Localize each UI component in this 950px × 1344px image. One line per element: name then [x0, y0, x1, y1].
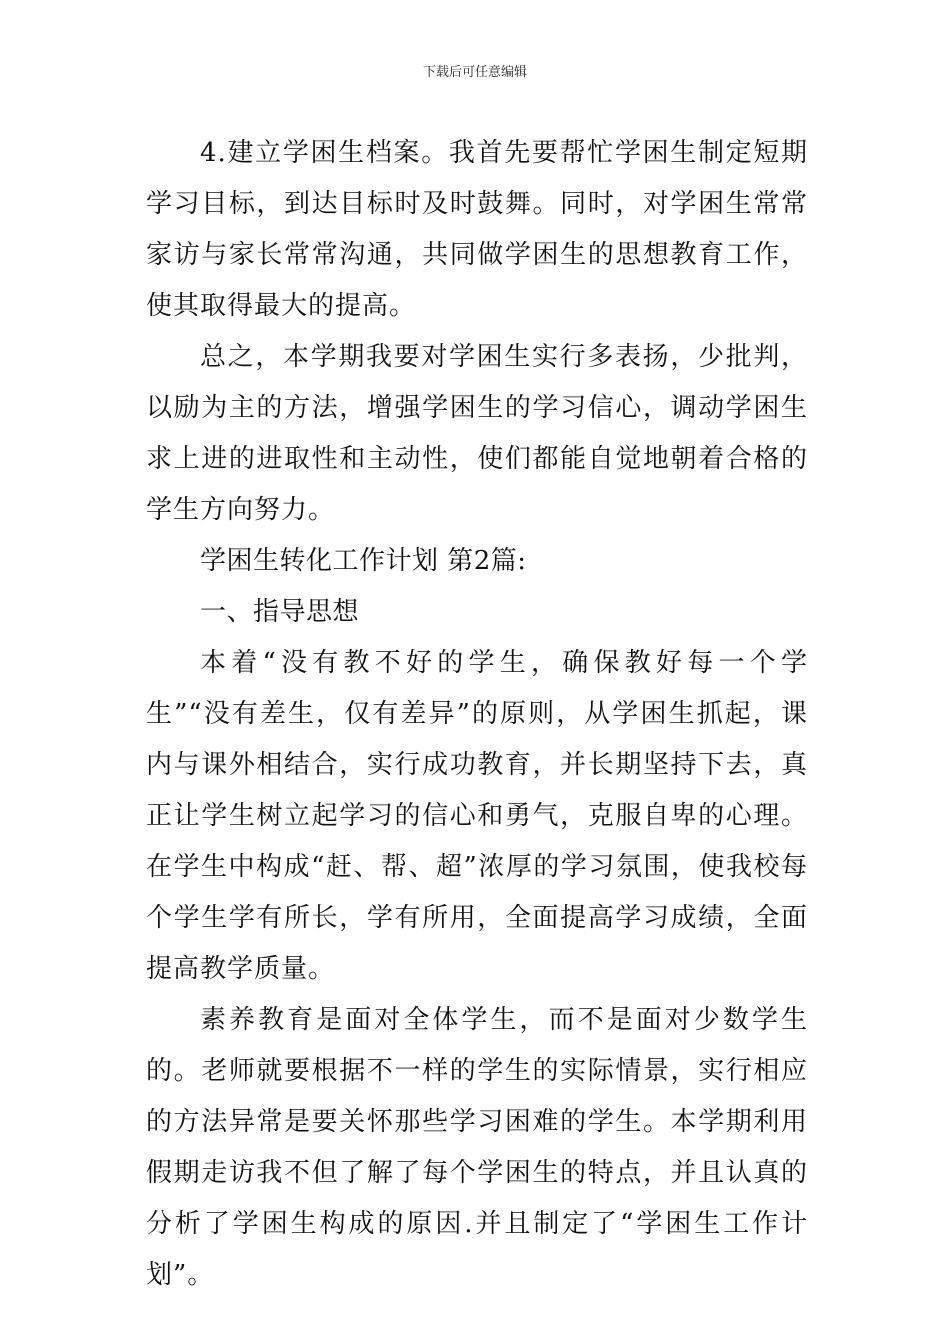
page-header: 下载后可任意编辑	[422, 65, 527, 80]
paragraph-archive: 4.建立学困生档案。我首先要帮忙学困生制定短期学习目标，到达目标时及时鼓舞。同时，对学困生常常家访与家长常常沟通，共同做学困生的思想教育工作，使其取得最大的提高。	[146, 138, 808, 321]
paragraph-quality-education: 素养教育是面对全体学生，而不是面对少数学生的。老师就要根据不一样的学生的实际情景，实行相应的方法异常是要关怀那些学习困难的学生。本学期利用假期走访我不但了解了每个学困生的特点，并且认真的分析了学困生构成的原因.并且制定了“学困生工作计划”。	[146, 1005, 808, 1290]
paragraph-guiding-principle: 本着“没有教不好的学生，确保教好每一个学生”“没有差生，仅有差异”的原则，从学困生抓起，课内与课外相结合，实行成功教育，并长期坚持下去，真正让学生树立起学习的信心和勇气，克服自卑的心理。在学生中构成“赶、帮、超”浓厚的学习氛围，使我校每个学生学有所长，学有所用，全面提高学习成绩，全面提高教学质量。	[146, 648, 808, 984]
document-body	[146, 128, 808, 1301]
subheading-guiding-thought: 一、指导思想	[200, 597, 360, 627]
section-title: 学困生转化工作计划 第2篇:	[200, 546, 527, 576]
paragraph-summary: 总之，本学期我要对学困生实行多表扬，少批判，以励为主的方法，增强学困生的学习信心，调动学困生求上进的进取性和主动性，使们都能自觉地朝着合格的学生方向努力。	[146, 342, 808, 525]
